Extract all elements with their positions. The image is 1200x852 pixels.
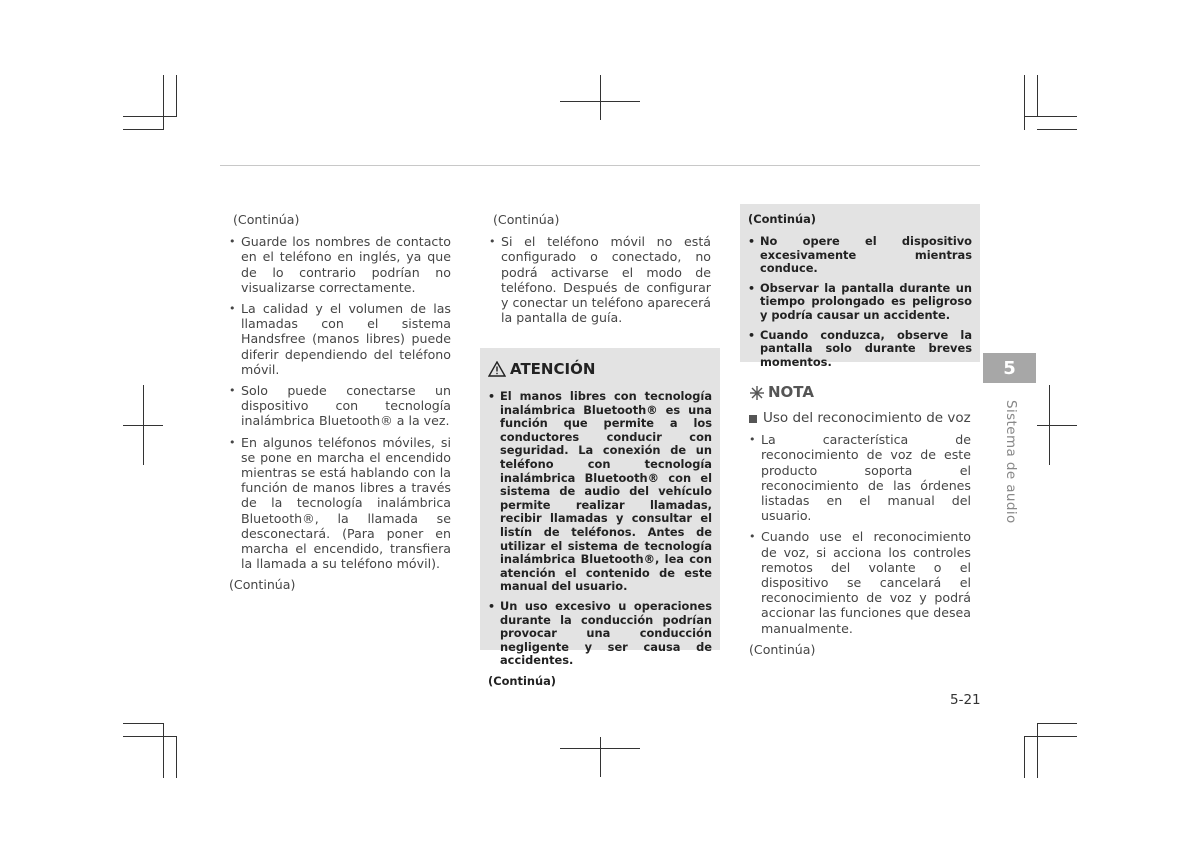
list-item: • Cuando use el reconocimiento de voz, si acciona los controles remotos del volante o el dispositivo se cancelará el reconocimiento de voz y podrá accionar las funciones que desea manualmente. <box>749 529 971 635</box>
header-rule <box>220 165 980 166</box>
bullet-list <box>489 234 711 325</box>
list-item: • Un uso excesivo u operaciones durante la conducción podrían provocar una conducción negligente y ser causa de accidentes. <box>488 600 712 668</box>
crop-mark <box>1037 723 1038 778</box>
crop-mark <box>163 75 164 130</box>
crop-mark <box>176 736 177 778</box>
square-bullet-icon <box>749 415 757 423</box>
bullet-list <box>229 234 451 571</box>
list-item: • No opere el dispositivo excesivamente mientras conduce. <box>748 235 972 276</box>
continued-label: (Continúa) <box>493 212 560 227</box>
crop-mark <box>1024 736 1025 778</box>
page-number: 5-21 <box>950 692 981 708</box>
warning-title <box>488 360 712 378</box>
warning-list <box>748 235 972 369</box>
warning-continued-box <box>740 204 980 369</box>
continued-label: (Continúa) <box>748 212 816 226</box>
column-1 <box>229 212 451 593</box>
crop-mark <box>1037 129 1077 130</box>
continued-label: (Continúa) <box>233 212 300 227</box>
crop-mark <box>1024 75 1025 130</box>
bullet-list <box>749 432 971 636</box>
note-subtitle-text: Uso del reconocimiento de voz <box>763 410 971 426</box>
crop-mark <box>176 75 177 117</box>
list-item: • Observar la pantalla durante un tiempo prolongado es peligroso y podría causar un accidente. <box>748 282 972 323</box>
crop-mark <box>1037 723 1077 724</box>
note-title-text: NOTA <box>768 383 814 402</box>
crop-mark <box>123 129 164 130</box>
crop-mark <box>1037 75 1038 117</box>
crop-mark <box>123 116 177 117</box>
list-item: • Solo puede conectarse un dispositivo con tecnología inalámbrica Bluetooth® a la vez. <box>229 383 451 429</box>
warning-box <box>480 348 720 688</box>
section-title-vertical: Sistema de audio <box>1003 400 1019 524</box>
list-item: • La calidad y el volumen de las llamadas con el sistema Handsfree (manos libres) puede diferir dependiendo del teléfono móvil. <box>229 301 451 377</box>
list-item: • El manos libres con tecnología inalámbrica Bluetooth® es una función que permite a los conductores conducir con seguridad. La conexión de un teléfono con tecnología inalámbrica Bluetooth® con el sistema de audio del vehículo permite realizar llamadas, recibir llamadas y consultar el listín de teléfonos. Antes de utilizar el sistema de tecnología inalámbrica Bluetooth®, lea con atención el contenido de este manual del usuario. <box>488 390 712 594</box>
crop-mark <box>163 723 164 778</box>
note-title <box>749 385 971 401</box>
column-2 <box>489 212 711 331</box>
registration-mark <box>143 385 144 465</box>
list-item: • Guarde los nombres de contacto en el teléfono en inglés, ya que de lo contrario podrían no visualizarse correctamente. <box>229 234 451 295</box>
list-item: • En algunos teléfonos móviles, si se pone en marcha el encendido mientras se está hablando con la función de manos libres a través de la tecnología inalámbrica Bluetooth®, la llamada se desconectará. (Para poner en marcha el encendido, transfiera la llamada a su teléfono móvil). <box>229 435 451 572</box>
chapter-tab: 5 <box>983 353 1036 383</box>
warning-triangle-icon <box>488 361 506 377</box>
asterisk-icon <box>749 385 765 401</box>
crop-mark <box>1024 116 1077 117</box>
crop-mark <box>1024 736 1077 737</box>
list-item: • La característica de reconocimiento de voz de este producto soporta el reconocimiento de las órdenes listadas en el manual del usuario. <box>749 432 971 523</box>
registration-mark <box>600 75 601 120</box>
crop-mark <box>123 723 164 724</box>
continued-label: (Continúa) <box>749 641 816 657</box>
continued-label: (Continúa) <box>488 673 556 688</box>
crop-mark <box>123 736 177 737</box>
list-item: • Si el teléfono móvil no está configurado o conectado, no podrá activarse el modo de teléfono. Después de configurar y conectar un teléfono aparecerá la pantalla de guía. <box>489 234 711 325</box>
note-subtitle <box>749 411 971 426</box>
registration-mark <box>1049 385 1050 465</box>
list-item: • Cuando conduzca, observe la pantalla solo durante breves momentos. <box>748 329 972 370</box>
note-section <box>749 385 971 657</box>
warning-title-text: ATENCIÓN <box>510 360 596 378</box>
warning-list <box>488 390 712 668</box>
continued-label: (Continúa) <box>229 577 296 593</box>
registration-mark <box>1037 425 1077 426</box>
registration-mark <box>600 737 601 777</box>
